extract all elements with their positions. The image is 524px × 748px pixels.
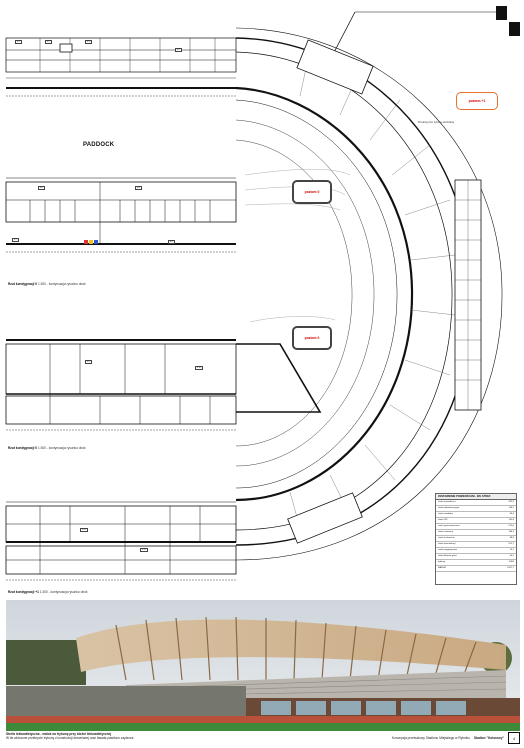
table-row-label: strefa komunikacji [438, 543, 456, 546]
room-label: 0.2 [47, 41, 50, 43]
plan-strip-top [6, 38, 236, 96]
footer [6, 732, 520, 744]
level-marker-plus1 [456, 92, 498, 110]
table-row-value: 56,2 [509, 555, 514, 558]
table-row-label: strefa gastronomiczna [438, 525, 460, 528]
table-row-value: 5317,7 [507, 567, 514, 570]
plan-caption [8, 590, 87, 594]
table-row-label: strefa VIP [438, 519, 448, 522]
level-marker-zero [292, 180, 332, 204]
table-row-label: strefa techniczna [438, 537, 455, 540]
plan-title: Rzut kondygnacji +1 [8, 590, 39, 594]
project-title: Koncepcja przebudowy Stadionu Miejskiego w Rybniku [391, 736, 470, 740]
side-note: Przekrój przez trybunę wschodnią [418, 121, 454, 124]
footer-text: W tle widoczne przekrycie trybuny z konstrukcji drewnianej oraz fasada pawilonu zaplecza [6, 736, 134, 740]
table-row-value: 118,2 [508, 507, 514, 510]
plan-note: 1:300 - kontynuacja rysunku obok [39, 590, 88, 594]
level-label: poziom 0 [304, 336, 320, 340]
table-row-value: 3420 [509, 561, 514, 564]
room-label: 0.12 [142, 549, 146, 551]
stadium-rendering [6, 600, 520, 731]
plan-strip-bottom [6, 502, 236, 580]
table-row-label: strefa kibiców gości [438, 555, 457, 558]
level-marker-zero-b [292, 326, 332, 350]
room-label: 0.3 [87, 41, 90, 43]
table-row-value: 142,8 [508, 519, 514, 522]
plan-title: Rzut kondygnacji 0 [8, 446, 38, 450]
table-row-value: 512,7 [508, 543, 514, 546]
room-label: 0.8 [170, 241, 173, 243]
plan-note: 1:300 - kontynuacja rysunku obok [37, 282, 86, 286]
table-row-value: 88,9 [509, 537, 514, 540]
room-label: 0.10 [197, 367, 201, 369]
table-row-label: strefa zawodnicza [438, 501, 456, 504]
footer-project [392, 732, 520, 744]
footer-title: Strefa lekkoatletyczna - widok na trybunę przy bieżni lekkoatletycznej [6, 732, 112, 736]
room-label: 0.6 [137, 187, 140, 189]
table-row-label: RAZEM [438, 567, 446, 570]
table-row-label: trybuny [438, 561, 446, 564]
table-row-value: 210,6 [508, 525, 514, 528]
footer-caption [6, 732, 226, 740]
plan-caption [8, 282, 86, 286]
table-row-value: 96,4 [509, 513, 514, 516]
plan-strip-lower [6, 340, 320, 430]
table-row [436, 566, 516, 572]
room-label: 0.4 [177, 49, 180, 51]
project-name: Stadion "Kolorowy" [473, 736, 504, 740]
table-row-value: 74,1 [509, 549, 514, 552]
plan-title: Rzut kondygnacji 0 [8, 282, 38, 286]
room-label: 0.1 [17, 41, 20, 43]
table-row-value: 432,5 [508, 501, 514, 504]
page-number: 4 [508, 732, 520, 744]
table-row-label: strefa administracyjna [438, 507, 460, 510]
table-row-label: strefa medialna [438, 513, 453, 516]
area-table [435, 493, 517, 585]
room-label: 0.5 [40, 187, 43, 189]
room-label: 0.7 [14, 239, 17, 241]
paddock-label: PADDOCK [83, 142, 115, 148]
table-row-value: 164,3 [508, 531, 514, 534]
plan-caption [8, 446, 86, 450]
room-label: 0.9 [87, 361, 90, 363]
plan-note: 1:300 - kontynuacja rysunku obok [37, 446, 86, 450]
level-label: poziom +1 [468, 99, 486, 103]
sheet-number: 4 [499, 22, 505, 32]
table-header: ZESTAWIENIE POWIERZCHNI - WG STREF [436, 494, 516, 500]
table-row-label: strefa magazynowa [438, 549, 457, 552]
room-label: 0.11 [82, 529, 86, 531]
level-label: poziom 0 [304, 190, 320, 194]
table-row-label: strefa sanitarna [438, 531, 454, 534]
